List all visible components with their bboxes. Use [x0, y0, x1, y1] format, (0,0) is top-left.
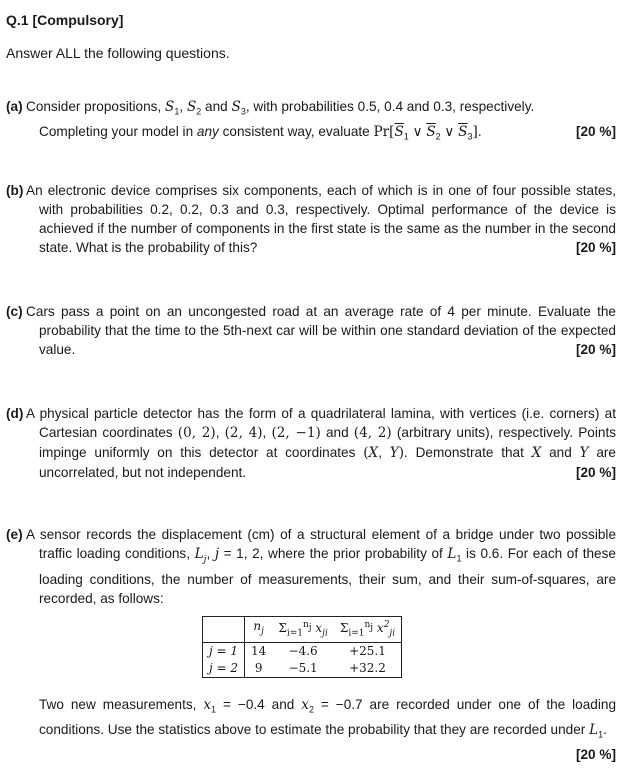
table-row: j = 2 9 −5.1 +32.2: [203, 660, 402, 678]
question-b-marks: [20 %]: [575, 240, 616, 255]
header-sumsq: $\Sigma_{i=1}^{n_j}$ $x^2_{ji}$: [334, 616, 402, 642]
question-d: (d) A physical particle detector has the form of a quadrilateral lamina, with vertices (i.e. corners) at Cartesian coordinates (0, 2), (2, 4), (2, −1) and (4, 2) (arbitrary units), respectively. Points impinge uniformly on this detector at coordinates (X, Y). Demonstrate that X and Y are uncorrelated, but not independent. [20 %]: [6, 406, 617, 480]
header-sum: $\Sigma_{i=1}^{n_j}$ $x_{ji}$: [272, 616, 334, 642]
instruction-text: Answer ALL the following questions.: [6, 45, 230, 61]
question-c: [6, 302, 616, 359]
question-d-marks: [20 %]: [575, 465, 616, 480]
question-a-label: (a): [6, 99, 23, 114]
question-e-label: (e): [6, 527, 23, 542]
question-a: (a) Consider propositions, $S_1$, $S_2$ and $S_3$, with probabilities 0.5, 0.4 and 0.3, respectively. Completing your model in any consistent way, evaluate $Pr[\overline{S}_1$ ∨ $\overline{S}_2$ ∨ $\overline{S}_3$]. [20 %]: [6, 99, 616, 142]
question-c-label: (c): [6, 304, 23, 319]
question-e-marks: [20 %]: [575, 746, 616, 762]
question-c-text: Cars pass a point on an uncongested road at an average rate of 4 per minute. Evaluate the probability that the time to the 5th-next car will be within one standard deviation of the expected value.: [26, 304, 616, 357]
table-row: j = 1 14 −4.6 +25.1: [203, 643, 402, 661]
question-a-marks: [20 %]: [575, 123, 616, 139]
question-b-text: An electronic device comprises six components, each of which is in one of four possible states, with probabilities 0.2, 0.2, 0.3 and 0.3, respectively. Optimal performance of the device is achieved if the number of components in the first state is the same as the number in the second state. What is the probability of this?: [26, 183, 616, 255]
question-b: [6, 181, 616, 257]
header-nj: $n_j$: [245, 616, 273, 642]
question-title: Q.1 [Compulsory]: [6, 12, 124, 28]
question-c-marks: [20 %]: [575, 342, 616, 357]
question-b-label: (b): [6, 183, 24, 198]
statistics-table: [202, 616, 402, 678]
question-e: (e) A sensor records the displacement (cm) of a structural element of a bridge under two possible traffic loading conditions, $L_j$, j = 1, 2, where the prior probability of $L_1$ is 0.6. For each of these loading conditions, the number of measurements, their sum, and their sum-of-squares, are recorded, as follows: $n_j$ $\Sigma_{i=1}^{n_j}$ $x_{ji}$ $\Sigma_{i=1}^{n_j}$ $x^2_{ji}$ j = 1 14 −4.6 +25.1 j = 2 9 −5.1 +32.2 Two new measurements, $x_1 = -0.4$ and $x_2 = -0.7$ are recorded under one of the loading conditions. Use the statistics above to estimate the probability that they are recorded under $L_1$. [20 %]: [6, 527, 617, 762]
question-d-label: (d): [6, 406, 24, 421]
